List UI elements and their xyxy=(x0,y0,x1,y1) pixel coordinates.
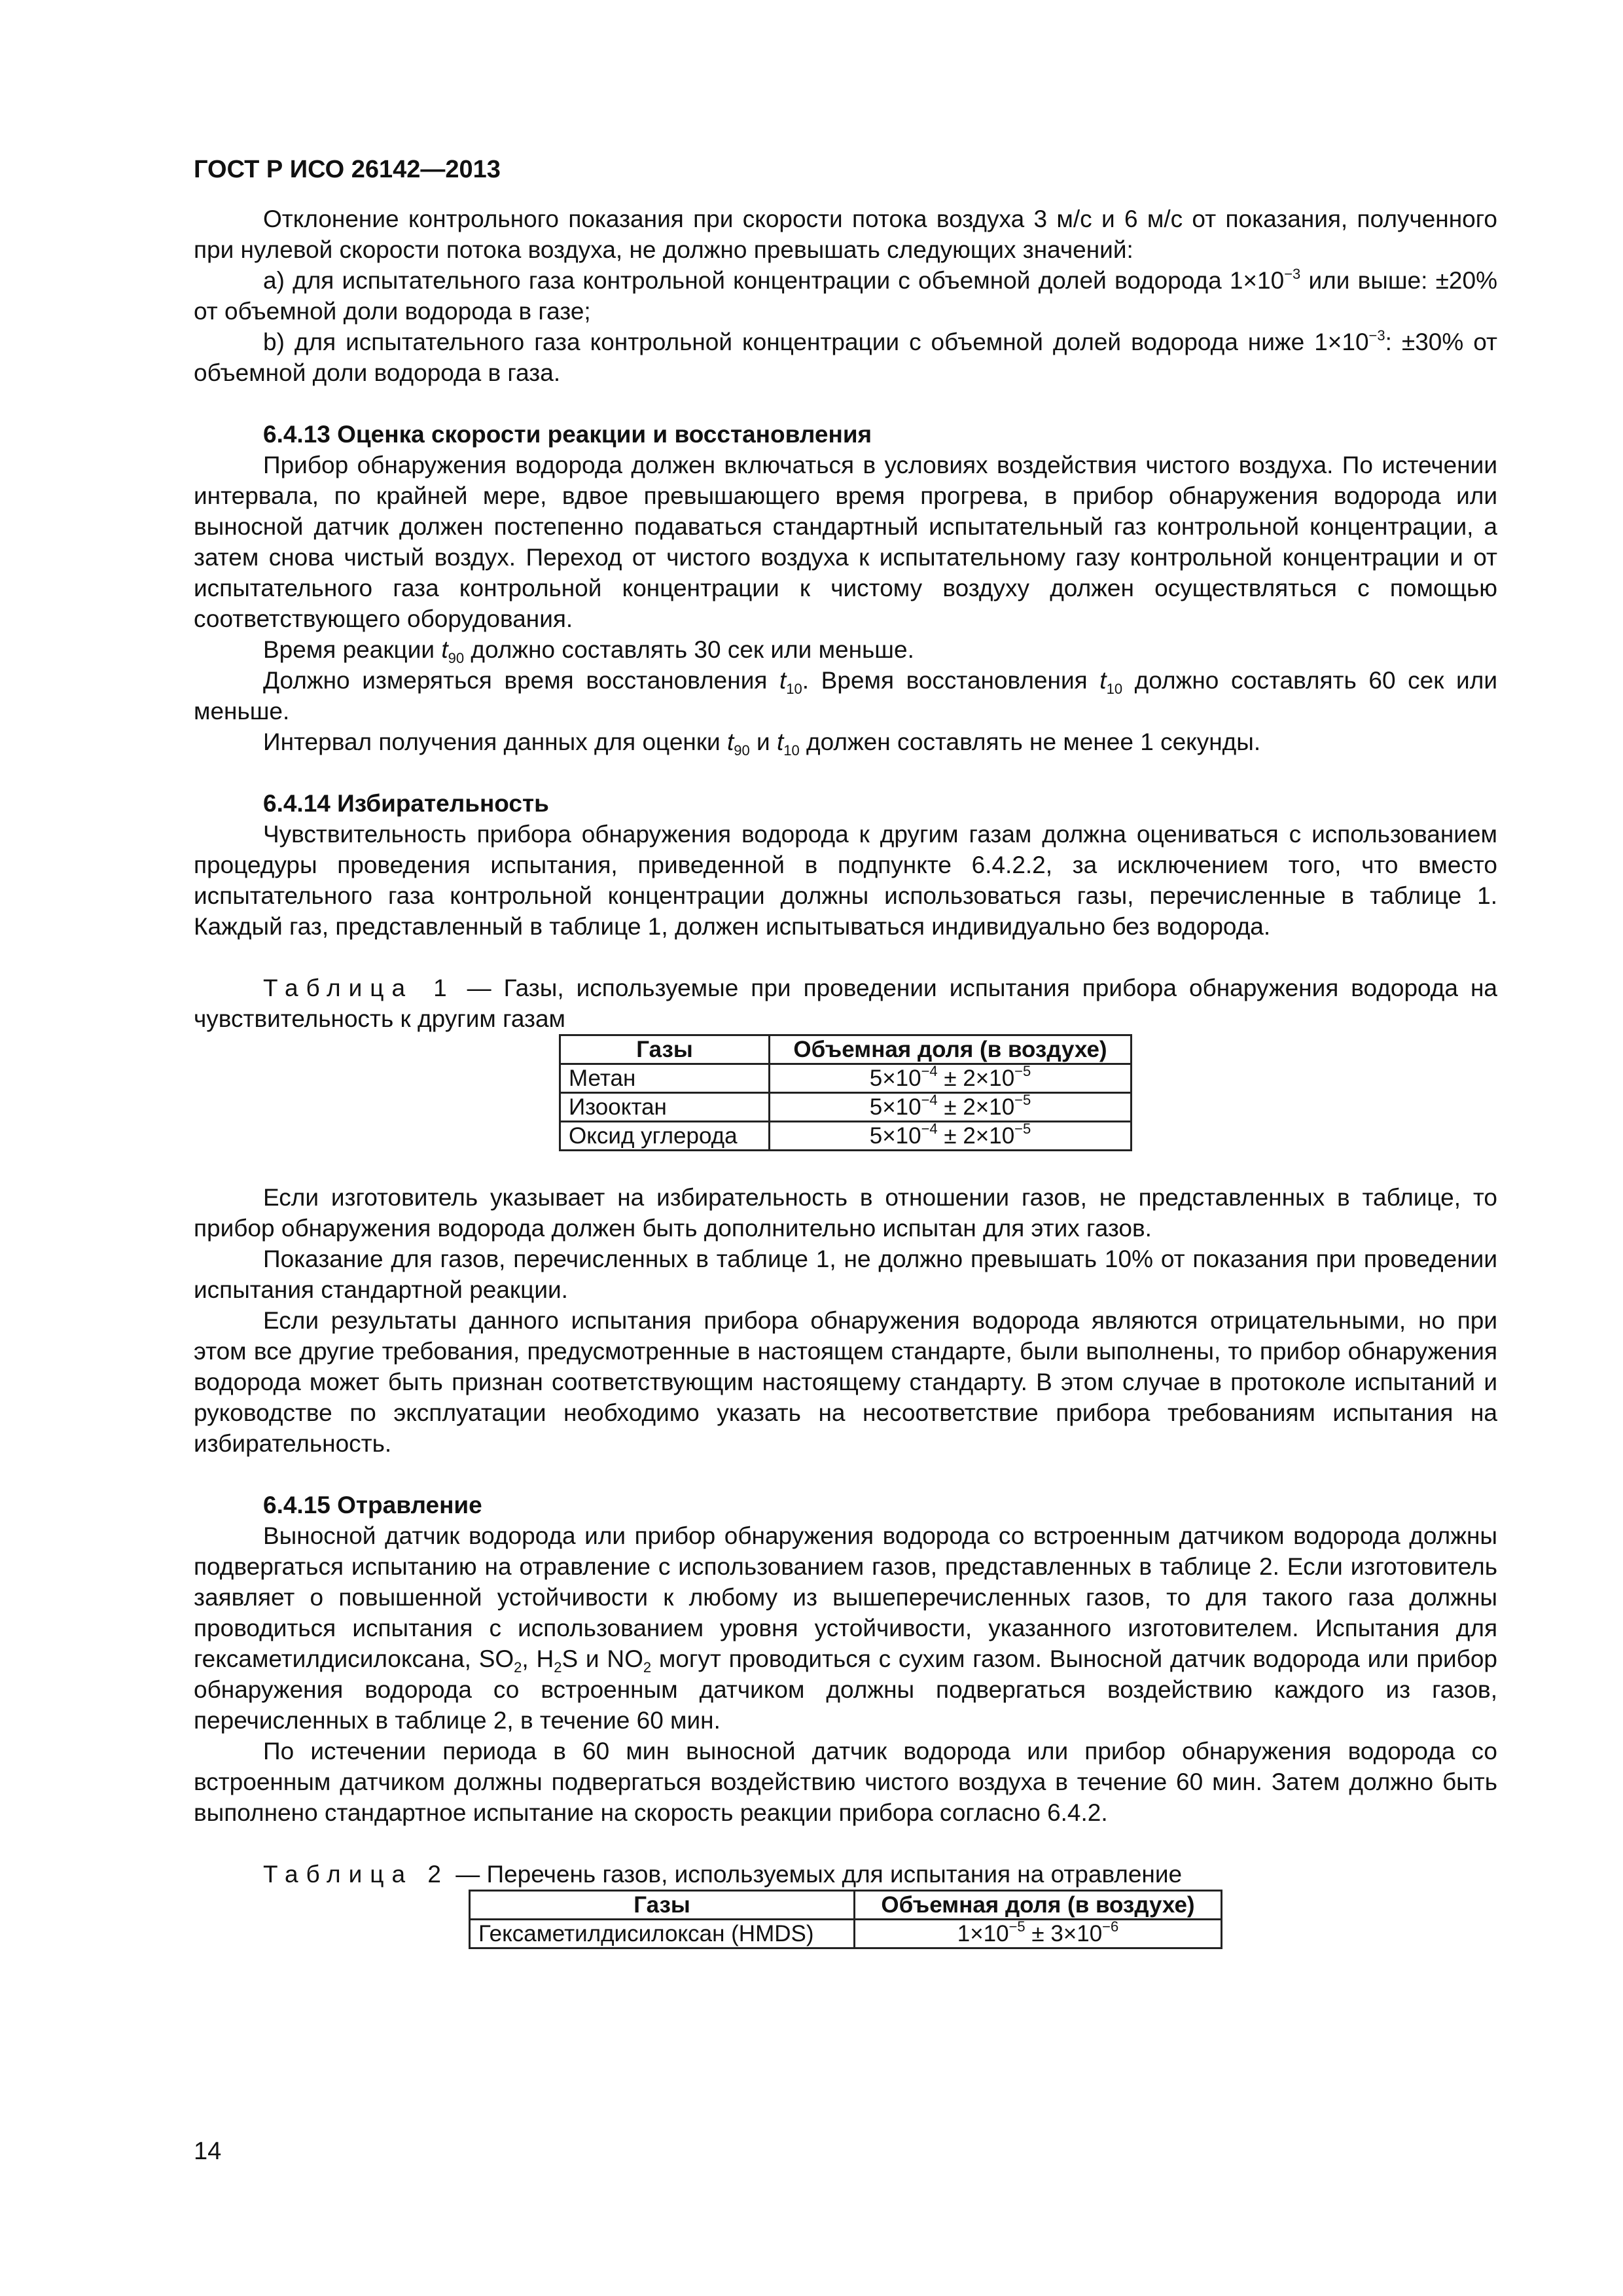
value-exponent: −5 xyxy=(1014,1063,1031,1079)
value-exponent: −5 xyxy=(1014,1092,1031,1108)
value-exponent: −4 xyxy=(921,1121,938,1137)
section-6-4-15-paragraph-1 xyxy=(194,1520,1497,1736)
list-item-b xyxy=(194,327,1497,388)
item-a-text: a) для испытательного газа контрольной концентрации с объемной долей водорода 1×10 xyxy=(263,267,1285,294)
section-6-4-14-paragraph-2: Если изготовитель указывает на избирательность в отношении газов, не представленных в таблице, то прибор обнаружения водорода должен быть дополнительно испытан для этих газов. xyxy=(194,1184,1497,1242)
table-row xyxy=(470,1920,1222,1948)
section-6-4-13-paragraph-4 xyxy=(194,726,1497,757)
section-heading-6-4-15: 6.4.15 Отравление xyxy=(263,1492,482,1518)
intro-paragraph: Отклонение контрольного показания при скорости потока воздуха 3 м/с и 6 м/с от показания, полученного при нулевой скорости потока воздуха, не должно превышать следующих значений: xyxy=(194,206,1497,263)
section-6-4-14-paragraph-3: Показание для газов, перечисленных в таблице 1, не должно превышать 10% от показания при проведении испытания стандартной реакции. xyxy=(194,1246,1497,1303)
text-run: должно составлять 60 сек или меньше. xyxy=(194,667,1497,725)
section-6-4-13-paragraph-1: Прибор обнаружения водорода должен включаться в условиях воздействия чистого воздуха. По истечении интервала, по крайней мере, вдвое превышающего время прогрева, в прибор обнаружения водорода или выносной датчик должен постепенно подаваться стандартный испытательный газ контрольной концентрации, а затем снова чистый воздух. Переход от чистого воздуха к испытательному газу контрольной концентрации и от испытательного газа контрольной концентрации к чистому воздуху должен осуществляться с помощью соответствующего оборудования. xyxy=(194,452,1497,632)
spacer xyxy=(194,1151,1497,1182)
symbol-t: t xyxy=(1099,667,1107,694)
text-run: Должно измеряться время восстановления xyxy=(263,667,780,694)
table-row xyxy=(560,1093,1132,1122)
value-exponent: −4 xyxy=(921,1092,938,1108)
table-1-caption-text: — Газы, используемые при проведении испытания прибора обнаружения водорода на чувствительность к другим газам xyxy=(194,975,1497,1032)
item-a-exponent: −3 xyxy=(1284,266,1301,282)
value-text: ± 2×10 xyxy=(937,1123,1015,1149)
text-run: должно составлять 30 сек или меньше. xyxy=(464,636,914,663)
value-text: 5×10 xyxy=(869,1066,921,1091)
text-run: могут проводиться с сухим газом. Выносной датчик водорода или прибор обнаружения водорода со встроенным датчиком должны подвергаться воздействию каждого из газов, перечисленных в таблице 2, в течение 60 мин. xyxy=(194,1645,1497,1734)
spacer xyxy=(194,1459,1497,1490)
fraction-cell xyxy=(770,1093,1132,1122)
text-run: Интервал получения данных для оценки xyxy=(263,728,727,755)
page-number: 14 xyxy=(194,2138,222,2165)
table-row xyxy=(560,1122,1132,1151)
fraction-cell xyxy=(770,1064,1132,1093)
spacer xyxy=(194,1828,1497,1859)
value-exponent: −4 xyxy=(921,1063,938,1079)
value-text: 5×10 xyxy=(869,1123,921,1149)
fraction-cell xyxy=(770,1122,1132,1151)
item-b-exponent: −3 xyxy=(1368,327,1385,344)
text-run: и xyxy=(749,728,777,755)
text-run: должен составлять не менее 1 секунды. xyxy=(799,728,1261,755)
gas-cell: Изооктан xyxy=(560,1093,770,1122)
subscript-2: 2 xyxy=(554,1659,562,1676)
document-header: ГОСТ Р ИСО 26142—2013 xyxy=(194,156,501,183)
subscript-10: 10 xyxy=(783,742,800,759)
symbol-t: t xyxy=(726,728,734,755)
table-1-caption xyxy=(194,973,1497,1034)
subscript-90: 90 xyxy=(448,650,465,666)
spacer xyxy=(194,942,1497,973)
item-b-text: b) для испытательного газа контрольной концентрации с объемной долей водорода ниже 1×10 xyxy=(263,329,1369,355)
section-6-4-14-paragraph-1: Чувствительность прибора обнаружения водорода к другим газам должна оцениваться с использованием процедуры проведения испытания, приведенной в подпункте 6.4.2.2, за исключением того, что вместо испытательного газа контрольной концентрации должны использоваться газы, перечисленные в таблице 1. Каждый газ, представленный в таблице 1, должен испытываться индивидуально без водорода. xyxy=(194,821,1497,940)
value-text: 5×10 xyxy=(869,1094,921,1120)
text-run: Выносной датчик водорода или прибор обнаружения водорода со встроенным датчиком водорода должны подвергаться испытанию на отравление с использованием газов, представленных в таблице 2. Если изготовитель заявляет о повышенной устойчивости к любому из вышеперечисленных газов, то для такого газа должны проводиться испытания с использованием уровня устойчивости, указанного изготовителем. Испытания для гексаметилдисилоксана, SO xyxy=(194,1522,1497,1672)
text-run: Время реакции xyxy=(263,636,442,663)
fraction-cell xyxy=(855,1920,1222,1948)
table-header-cell: Газы xyxy=(470,1891,855,1920)
subscript-10: 10 xyxy=(786,681,802,697)
table-2-label: Таблица 2 xyxy=(263,1861,449,1888)
table-header-row xyxy=(470,1891,1222,1920)
subscript-2: 2 xyxy=(514,1659,522,1676)
table-2-caption xyxy=(194,1859,1497,1890)
table-1 xyxy=(559,1034,1132,1151)
section-6-4-13-paragraph-3 xyxy=(194,665,1497,726)
table-2-caption-text: — Перечень газов, используемых для испытания на отравление xyxy=(448,1861,1183,1888)
value-text: ± 2×10 xyxy=(937,1094,1015,1120)
subscript-2: 2 xyxy=(643,1659,652,1676)
text-run: S и NO xyxy=(562,1645,643,1672)
section-heading-6-4-13: 6.4.13 Оценка скорости реакции и восстановления xyxy=(263,421,872,448)
symbol-t: t xyxy=(779,667,787,694)
value-text: ± 2×10 xyxy=(937,1066,1015,1091)
gas-cell: Метан xyxy=(560,1064,770,1093)
value-text: 1×10 xyxy=(957,1921,1009,1946)
text-run: . Время восстановления xyxy=(802,667,1100,694)
table-row xyxy=(560,1064,1132,1093)
table-header-cell: Объемная доля (в воздухе) xyxy=(770,1035,1132,1064)
gas-cell: Оксид углерода xyxy=(560,1122,770,1151)
value-exponent: −5 xyxy=(1014,1121,1031,1137)
section-6-4-13-paragraph-2 xyxy=(194,634,1497,665)
table-header-row xyxy=(560,1035,1132,1064)
subscript-10: 10 xyxy=(1106,681,1123,697)
symbol-t: t xyxy=(776,728,784,755)
list-item-a xyxy=(194,265,1497,327)
gas-cell: Гексаметилдисилоксан (HMDS) xyxy=(470,1920,855,1948)
table-2 xyxy=(469,1890,1222,1949)
subscript-90: 90 xyxy=(734,742,750,759)
section-heading-6-4-14: 6.4.14 Избирательность xyxy=(263,790,549,817)
page-content xyxy=(194,154,1497,1949)
table-header-cell: Объемная доля (в воздухе) xyxy=(855,1891,1222,1920)
symbol-t: t xyxy=(441,636,448,663)
table-header-cell: Газы xyxy=(560,1035,770,1064)
value-text: ± 3×10 xyxy=(1025,1921,1103,1946)
section-6-4-15-paragraph-2: По истечении периода в 60 мин выносной датчик водорода или прибор обнаружения водорода со встроенным датчиком должны подвергаться воздействию чистого воздуха в течение 60 мин. Затем должно быть выполнено стандартное испытание на скорость реакции прибора согласно 6.4.2. xyxy=(194,1738,1497,1826)
section-6-4-14-paragraph-4: Если результаты данного испытания прибора обнаружения водорода являются отрицательными, но при этом все другие требования, предусмотренные в настоящем стандарте, были выполнены, то прибор обнаружения водорода может быть признан соответствующим настоящему стандарту. В этом случае в протоколе испытаний и руководстве по эксплуатации необходимо указать на несоответствие прибора требованиям испытания на избирательность. xyxy=(194,1307,1497,1457)
item-a-text-end: или выше: ±20% от объемной доли водорода в газе; xyxy=(194,267,1497,325)
value-exponent: −6 xyxy=(1102,1918,1119,1935)
spacer xyxy=(194,757,1497,788)
table-1-label: Таблица 1 xyxy=(263,975,455,1001)
spacer xyxy=(194,388,1497,419)
item-b-text-end: : ±30% от объемной доли водорода в газа. xyxy=(194,329,1497,386)
value-exponent: −5 xyxy=(1008,1918,1026,1935)
text-run: , H xyxy=(522,1645,554,1672)
